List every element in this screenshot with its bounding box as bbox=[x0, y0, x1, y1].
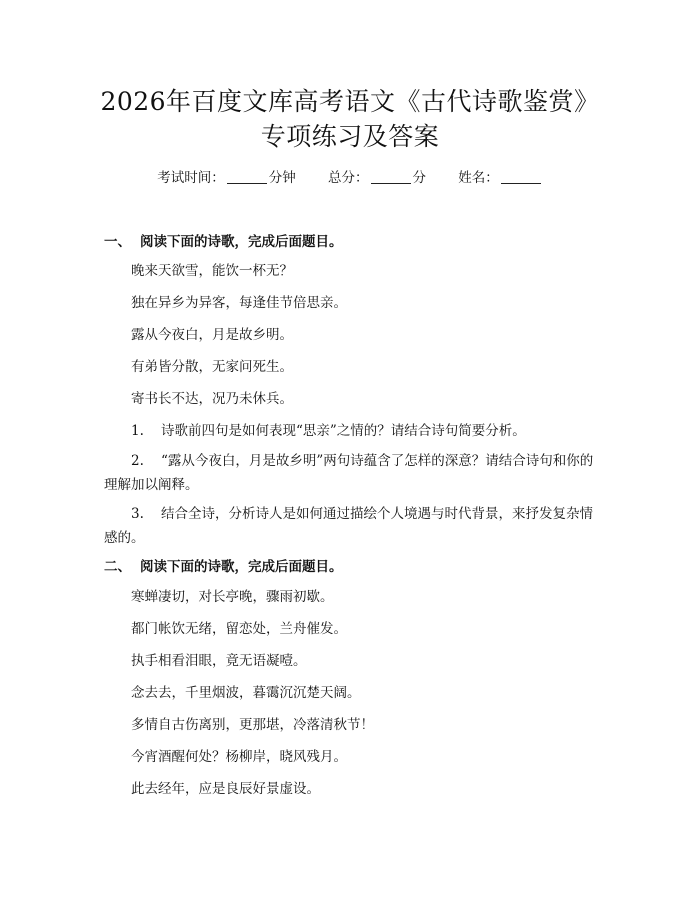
section2-poem-line: 执手相看泪眼，竟无语凝噎。 bbox=[131, 653, 307, 669]
question-text: 结合全诗，分析诗人是如何通过描绘个人境遇与时代背景，来抒发复杂情感的。 bbox=[104, 506, 593, 546]
section2-poem-line: 念去去，千里烟波，暮霭沉沉楚天阔。 bbox=[131, 685, 361, 701]
student-name-blank bbox=[501, 169, 541, 184]
question-number: 1. bbox=[131, 423, 144, 439]
exam-time-group bbox=[157, 170, 300, 186]
total-score-unit: 分 bbox=[412, 170, 426, 186]
section2-poem-line: 多情自古伤离别，更那堪，冷落清秋节！ bbox=[131, 717, 374, 733]
exam-time-blank bbox=[227, 169, 267, 184]
section1-question-3 bbox=[104, 502, 598, 550]
section2-heading bbox=[104, 557, 343, 577]
question-number: 3. bbox=[131, 506, 144, 522]
section1-question-2 bbox=[104, 449, 598, 497]
total-score-group bbox=[328, 170, 430, 186]
document-title-line1: 2026年百度文库高考语文《古代诗歌鉴赏》 bbox=[100, 87, 600, 116]
question-number: 2. bbox=[131, 453, 144, 469]
document-title-line2: 专项练习及答案 bbox=[260, 122, 440, 151]
section1-heading-text: 阅读下面的诗歌，完成后面题目。 bbox=[140, 234, 343, 250]
section1-heading bbox=[104, 232, 343, 252]
section2-poem-line: 都门帐饮无绪，留恋处，兰舟催发。 bbox=[131, 621, 347, 637]
section2-poem-line: 此去经年，应是良辰好景虚设。 bbox=[131, 781, 320, 797]
student-name-group bbox=[458, 170, 543, 186]
section1-poem-line: 有弟皆分散，无家问死生。 bbox=[131, 359, 293, 375]
section2-poem-line: 今宵酒醒何处？杨柳岸，晓风残月。 bbox=[131, 749, 347, 765]
exam-time-unit: 分钟 bbox=[268, 170, 296, 186]
section1-poem-line: 露从今夜白，月是故乡明。 bbox=[131, 327, 293, 343]
total-score-blank bbox=[371, 169, 411, 184]
section1-number: 一、 bbox=[104, 234, 131, 250]
student-name-label: 姓名： bbox=[458, 170, 499, 186]
section2-heading-text: 阅读下面的诗歌，完成后面题目。 bbox=[140, 559, 343, 575]
section1-poem-line: 寄书长不达，况乃未休兵。 bbox=[131, 391, 293, 407]
section1-question-1 bbox=[104, 419, 598, 443]
question-text: “露从今夜白，月是故乡明”两句诗蕴含了怎样的深意？请结合诗句和你的理解加以阐释。 bbox=[104, 453, 594, 493]
question-text: 诗歌前四句是如何表现“思亲”之情的？请结合诗句简要分析。 bbox=[161, 423, 526, 439]
section1-poem-line: 独在异乡为异客，每逢佳节倍思亲。 bbox=[131, 295, 347, 311]
section2-poem-line: 寒蝉凄切，对长亭晚，骤雨初歇。 bbox=[131, 589, 334, 605]
exam-time-label: 考试时间： bbox=[157, 170, 225, 186]
section1-poem-line: 晚来天欲雪，能饮一杯无？ bbox=[131, 263, 293, 279]
exam-info-line bbox=[0, 168, 700, 188]
section2-number: 二、 bbox=[104, 559, 131, 575]
total-score-label: 总分： bbox=[328, 170, 369, 186]
